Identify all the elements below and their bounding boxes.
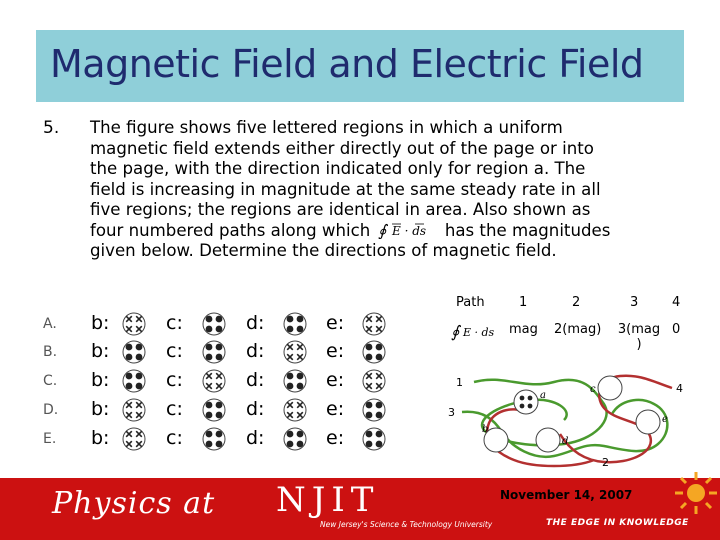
footer-date: November 14, 2007	[500, 488, 633, 502]
region-label: e:	[326, 427, 345, 449]
field-out-icon	[122, 340, 146, 368]
region-label: b:	[91, 427, 110, 449]
region-label: e:	[326, 340, 345, 362]
question-text	[90, 118, 662, 262]
region-label: c:	[166, 369, 183, 391]
field-into-icon	[122, 398, 146, 426]
path-label-4: 4	[676, 382, 683, 395]
region-label: d:	[246, 369, 265, 391]
field-into-icon	[122, 427, 146, 455]
answer-choice[interactable]	[0, 340, 400, 366]
region-label: d:	[246, 398, 265, 420]
region-label: b:	[91, 340, 110, 362]
field-out-icon	[362, 340, 386, 368]
region-label: b:	[91, 312, 110, 334]
question-line	[90, 221, 662, 242]
region-label: b:	[91, 369, 110, 391]
field-into-icon	[283, 398, 307, 426]
field-out-icon	[202, 340, 226, 368]
field-into-icon	[122, 312, 146, 340]
svg-text:E · ds: E · ds	[463, 326, 495, 339]
region-d	[536, 428, 560, 452]
question-line-part: has the magnitudes	[444, 220, 611, 240]
answer-choice[interactable]	[0, 369, 400, 395]
path-label-1: 1	[456, 376, 463, 389]
region-label: d:	[246, 427, 265, 449]
field-out-icon	[283, 369, 307, 397]
region-label-a: a	[540, 390, 546, 401]
region-label: d:	[246, 340, 265, 362]
region-c	[598, 376, 622, 400]
choice-letter: B.	[43, 344, 58, 360]
footer-tagline: THE EDGE IN KNOWLEDGE	[546, 518, 689, 528]
field-into-icon	[202, 369, 226, 397]
region-label: b:	[91, 398, 110, 420]
region-label: c:	[166, 340, 183, 362]
table-cell-4: 0	[672, 322, 681, 337]
svg-text:∮: ∮	[451, 322, 460, 341]
region-a	[514, 390, 538, 414]
region-label: e:	[326, 398, 345, 420]
table-cell-3: 3(mag )	[617, 322, 661, 352]
question-line: given below. Determine the directions of magnetic field.	[90, 241, 557, 260]
question-line: the page, with the direction indicated only for region a. The	[90, 159, 586, 178]
field-out-icon	[283, 427, 307, 455]
field-into-icon	[362, 312, 386, 340]
line-integral-icon	[376, 221, 440, 239]
footer-university: New Jersey's Science & Technology University	[320, 520, 493, 529]
field-out-icon	[122, 369, 146, 397]
region-label-b: b	[482, 424, 489, 435]
region-label: e:	[326, 312, 345, 334]
field-out-icon	[202, 427, 226, 455]
footer-njit-logo: NJIT	[276, 480, 380, 520]
title-bar	[36, 30, 684, 102]
table-cell-2: 2(mag)	[554, 322, 602, 337]
svg-text:∮: ∮	[377, 220, 386, 239]
path-label-2: 2	[602, 456, 609, 469]
choice-letter: C.	[43, 373, 58, 389]
question-number: 5.	[43, 118, 60, 138]
field-out-icon	[202, 398, 226, 426]
answer-choice[interactable]	[0, 398, 400, 424]
table-header-3: 3	[630, 295, 639, 310]
table-cell-1: mag	[509, 322, 538, 337]
table-header-2: 2	[572, 295, 581, 310]
table-header-1: 1	[519, 295, 528, 310]
answer-choice[interactable]	[0, 427, 400, 453]
question-line: field is increasing in magnitude at the same steady rate in all	[90, 179, 601, 199]
slide-title: Magnetic Field and Electric Field	[50, 42, 644, 86]
paths-figure	[444, 360, 694, 472]
footer-physics-at: Physics at	[52, 486, 216, 521]
question-line: five regions; the regions are identical in area. Also shown as	[90, 200, 591, 219]
field-into-icon	[362, 369, 386, 397]
choice-letter: D.	[43, 402, 59, 418]
region-label: c:	[166, 398, 183, 420]
table-header-4: 4	[672, 295, 681, 310]
field-out-icon	[283, 312, 307, 340]
region-label: c:	[166, 312, 183, 334]
table-header-path: Path	[456, 295, 485, 310]
region-label-d: d	[562, 436, 569, 447]
question-line: magnetic field extends either directly out of the page or into	[90, 138, 594, 158]
sun-logo-icon	[673, 470, 719, 516]
path-label-3: 3	[448, 406, 455, 419]
answer-choice[interactable]	[0, 312, 400, 338]
choice-letter: A.	[43, 316, 57, 332]
field-out-icon	[362, 427, 386, 455]
region-e	[636, 410, 660, 434]
svg-text:E · ds: E · ds	[391, 223, 426, 238]
field-out-icon	[362, 398, 386, 426]
line-integral-icon	[449, 318, 509, 346]
region-label: e:	[326, 369, 345, 391]
field-into-icon	[283, 340, 307, 368]
choice-letter: E.	[43, 431, 57, 447]
question-line-part: four numbered paths along which	[90, 220, 371, 240]
region-label: d:	[246, 312, 265, 334]
question-line: The figure shows five lettered regions in which a uniform	[90, 118, 563, 137]
region-label: c:	[166, 427, 183, 449]
region-label-e: e	[662, 414, 668, 425]
region-label-c: c	[590, 384, 596, 395]
field-out-icon	[202, 312, 226, 340]
